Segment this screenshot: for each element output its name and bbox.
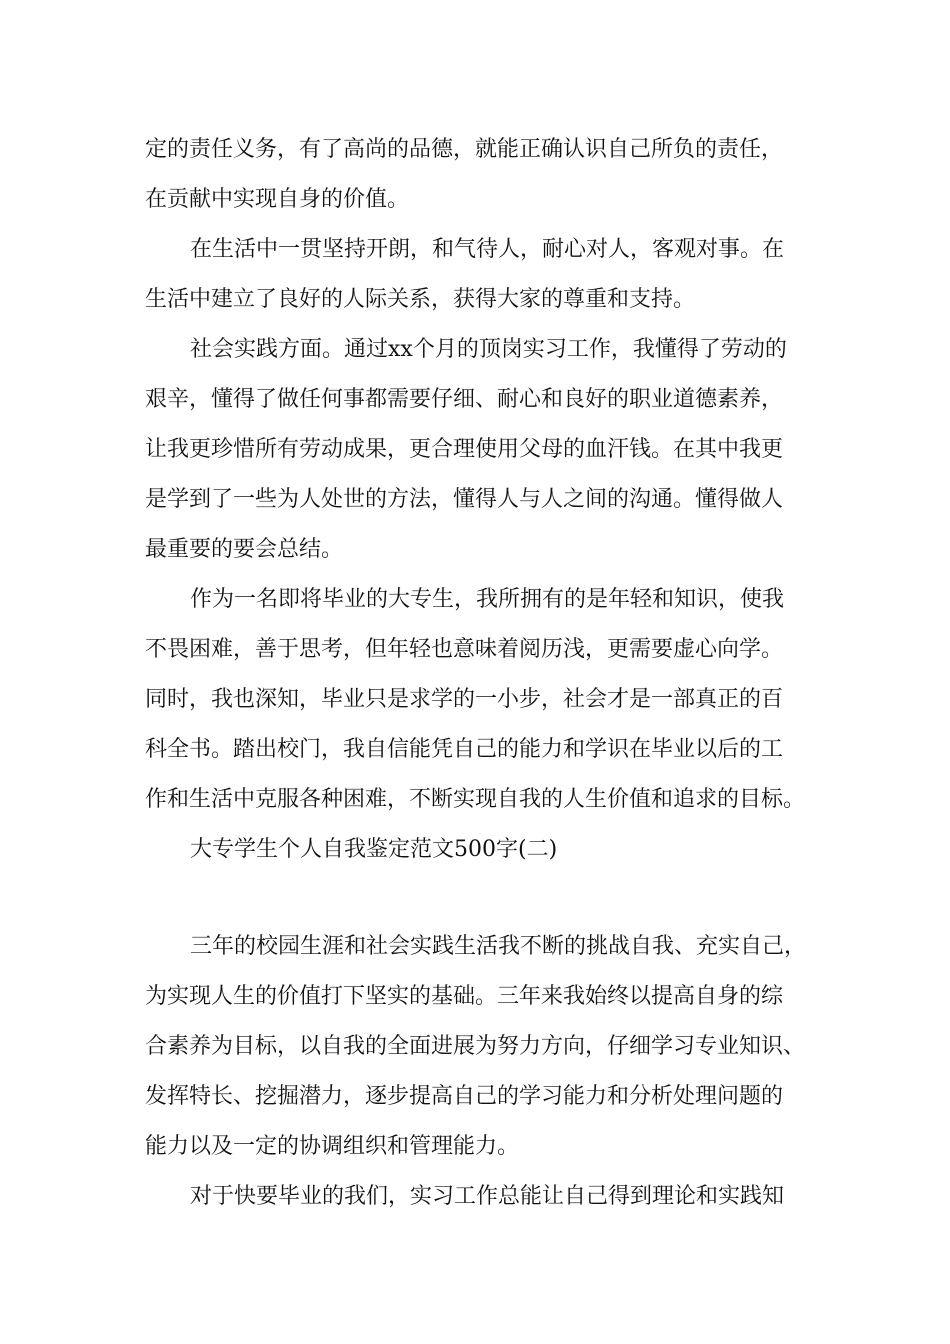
text-line: 作和生活中克服各种困难，不断实现自我的人生价值和追求的目标。 bbox=[145, 787, 806, 812]
text-line: 不畏困难，善于思考，但年轻也意味着阅历浅，更需要虚心向学。 bbox=[145, 637, 784, 662]
text-line: 最重要的要会总结。 bbox=[145, 537, 344, 562]
text-line: 让我更珍惜所有劳动成果，更合理使用父母的血汗钱。在其中我更 bbox=[145, 437, 784, 462]
paragraph-start-line: 对于快要毕业的我们，实习工作总能让自己得到理论和实践知 bbox=[190, 1184, 785, 1209]
text-line: 生活中建立了良好的人际关系，获得大家的尊重和支持。 bbox=[145, 287, 696, 312]
text-line: 能力以及一定的协调组织和管理能力。 bbox=[145, 1134, 520, 1159]
text-line: 艰辛，懂得了做任何事都需要仔细、耐心和良好的职业道德素养， bbox=[145, 387, 784, 412]
paragraph-start-line: 社会实践方面。通过xx个月的顶岗实习工作，我懂得了劳动的 bbox=[190, 337, 787, 362]
paragraph-start-line: 三年的校园生涯和社会实践生活我不断的挑战自我、充实自己， bbox=[190, 934, 807, 959]
section-heading: 大专学生个人自我鉴定范文500字(二) bbox=[190, 837, 558, 862]
paragraph-start-line: 作为一名即将毕业的大专生，我所拥有的是年轻和知识，使我 bbox=[190, 587, 785, 612]
text-line: 在贡献中实现自身的价值。 bbox=[145, 187, 410, 212]
paragraph-start-line: 在生活中一贯坚持开朗，和气待人，耐心对人，客观对事。在 bbox=[190, 237, 785, 262]
text-line: 是学到了一些为人处世的方法，懂得人与人之间的沟通。懂得做人 bbox=[145, 487, 784, 512]
text-line: 合素养为目标，以自我的全面进展为努力方向，仔细学习专业知识、 bbox=[145, 1034, 806, 1059]
text-line: 为实现人生的价值打下坚实的基础。三年来我始终以提高自身的综 bbox=[145, 984, 784, 1009]
text-line: 定的责任义务，有了高尚的品德，就能正确认识自己所负的责任， bbox=[145, 137, 784, 162]
text-line: 发挥特长、挖掘潜力，逐步提高自己的学习能力和分析处理问题的 bbox=[145, 1084, 784, 1109]
text-line: 科全书。踏出校门，我自信能凭自己的能力和学识在毕业以后的工 bbox=[145, 737, 784, 762]
text-line: 同时，我也深知，毕业只是求学的一小步，社会才是一部真正的百 bbox=[145, 687, 784, 712]
